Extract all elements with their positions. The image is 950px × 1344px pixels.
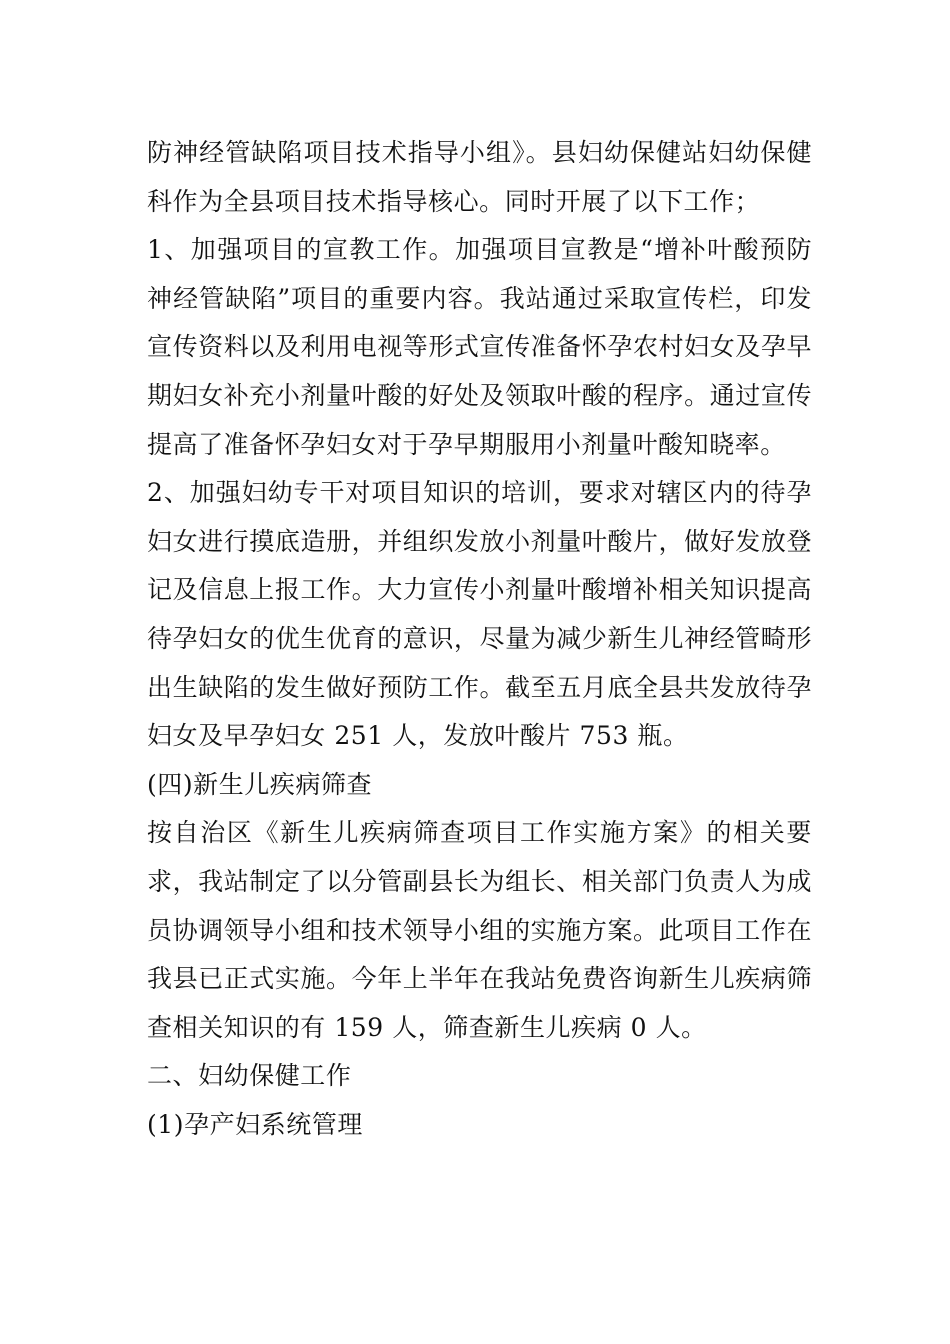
subsection-heading-maternal-management: (1)孕产妇系统管理 xyxy=(147,1109,363,1139)
document-body xyxy=(147,129,812,1149)
paragraph-publicity-work: 1、加强项目的宣教工作。加强项目宣教是“增补叶酸预防神经管缺陷”项目的重要内容。我站通过采取宣传栏，印发宣传资料以及利用电视等形式宣传准备怀孕农村妇女及孕早期妇女补充小剂量叶酸的好处及领取叶酸的程序。通过宣传提高了准备怀孕妇女对于孕早期服用小剂量叶酸知晓率。 xyxy=(147,235,812,459)
paragraph-newborn-screening: 按自治区《新生儿疾病筛查项目工作实施方案》的相关要求，我站制定了以分管副县长为组长、相关部门负责人为成员协调领导小组和技术领导小组的实施方案。此项目工作在我县已正式实施。今年上半年在我站免费咨询新生儿疾病筛查相关知识的有 159 人，筛查新生儿疾病 0 人。 xyxy=(147,818,812,1042)
paragraph-continuation: 防神经管缺陷项目技术指导小组》。县妇幼保健站妇幼保健科作为全县项目技术指导核心。同时开展了以下工作； xyxy=(147,138,812,216)
section-heading-newborn-screening: (四)新生儿疾病筛查 xyxy=(147,769,373,799)
section-heading-maternal-child-health: 二、妇幼保健工作 xyxy=(147,1061,352,1091)
paragraph-training-work: 2、加强妇幼专干对项目知识的培训，要求对辖区内的待孕妇女进行摸底造册，并组织发放小剂量叶酸片，做好发放登记及信息上报工作。大力宣传小剂量叶酸增补相关知识提高待孕妇女的优生优育的意识，尽量为减少新生儿神经管畸形出生缺陷的发生做好预防工作。截至五月底全县共发放待孕妇女及早孕妇女 251 人，发放叶酸片 753 瓶。 xyxy=(147,478,812,751)
